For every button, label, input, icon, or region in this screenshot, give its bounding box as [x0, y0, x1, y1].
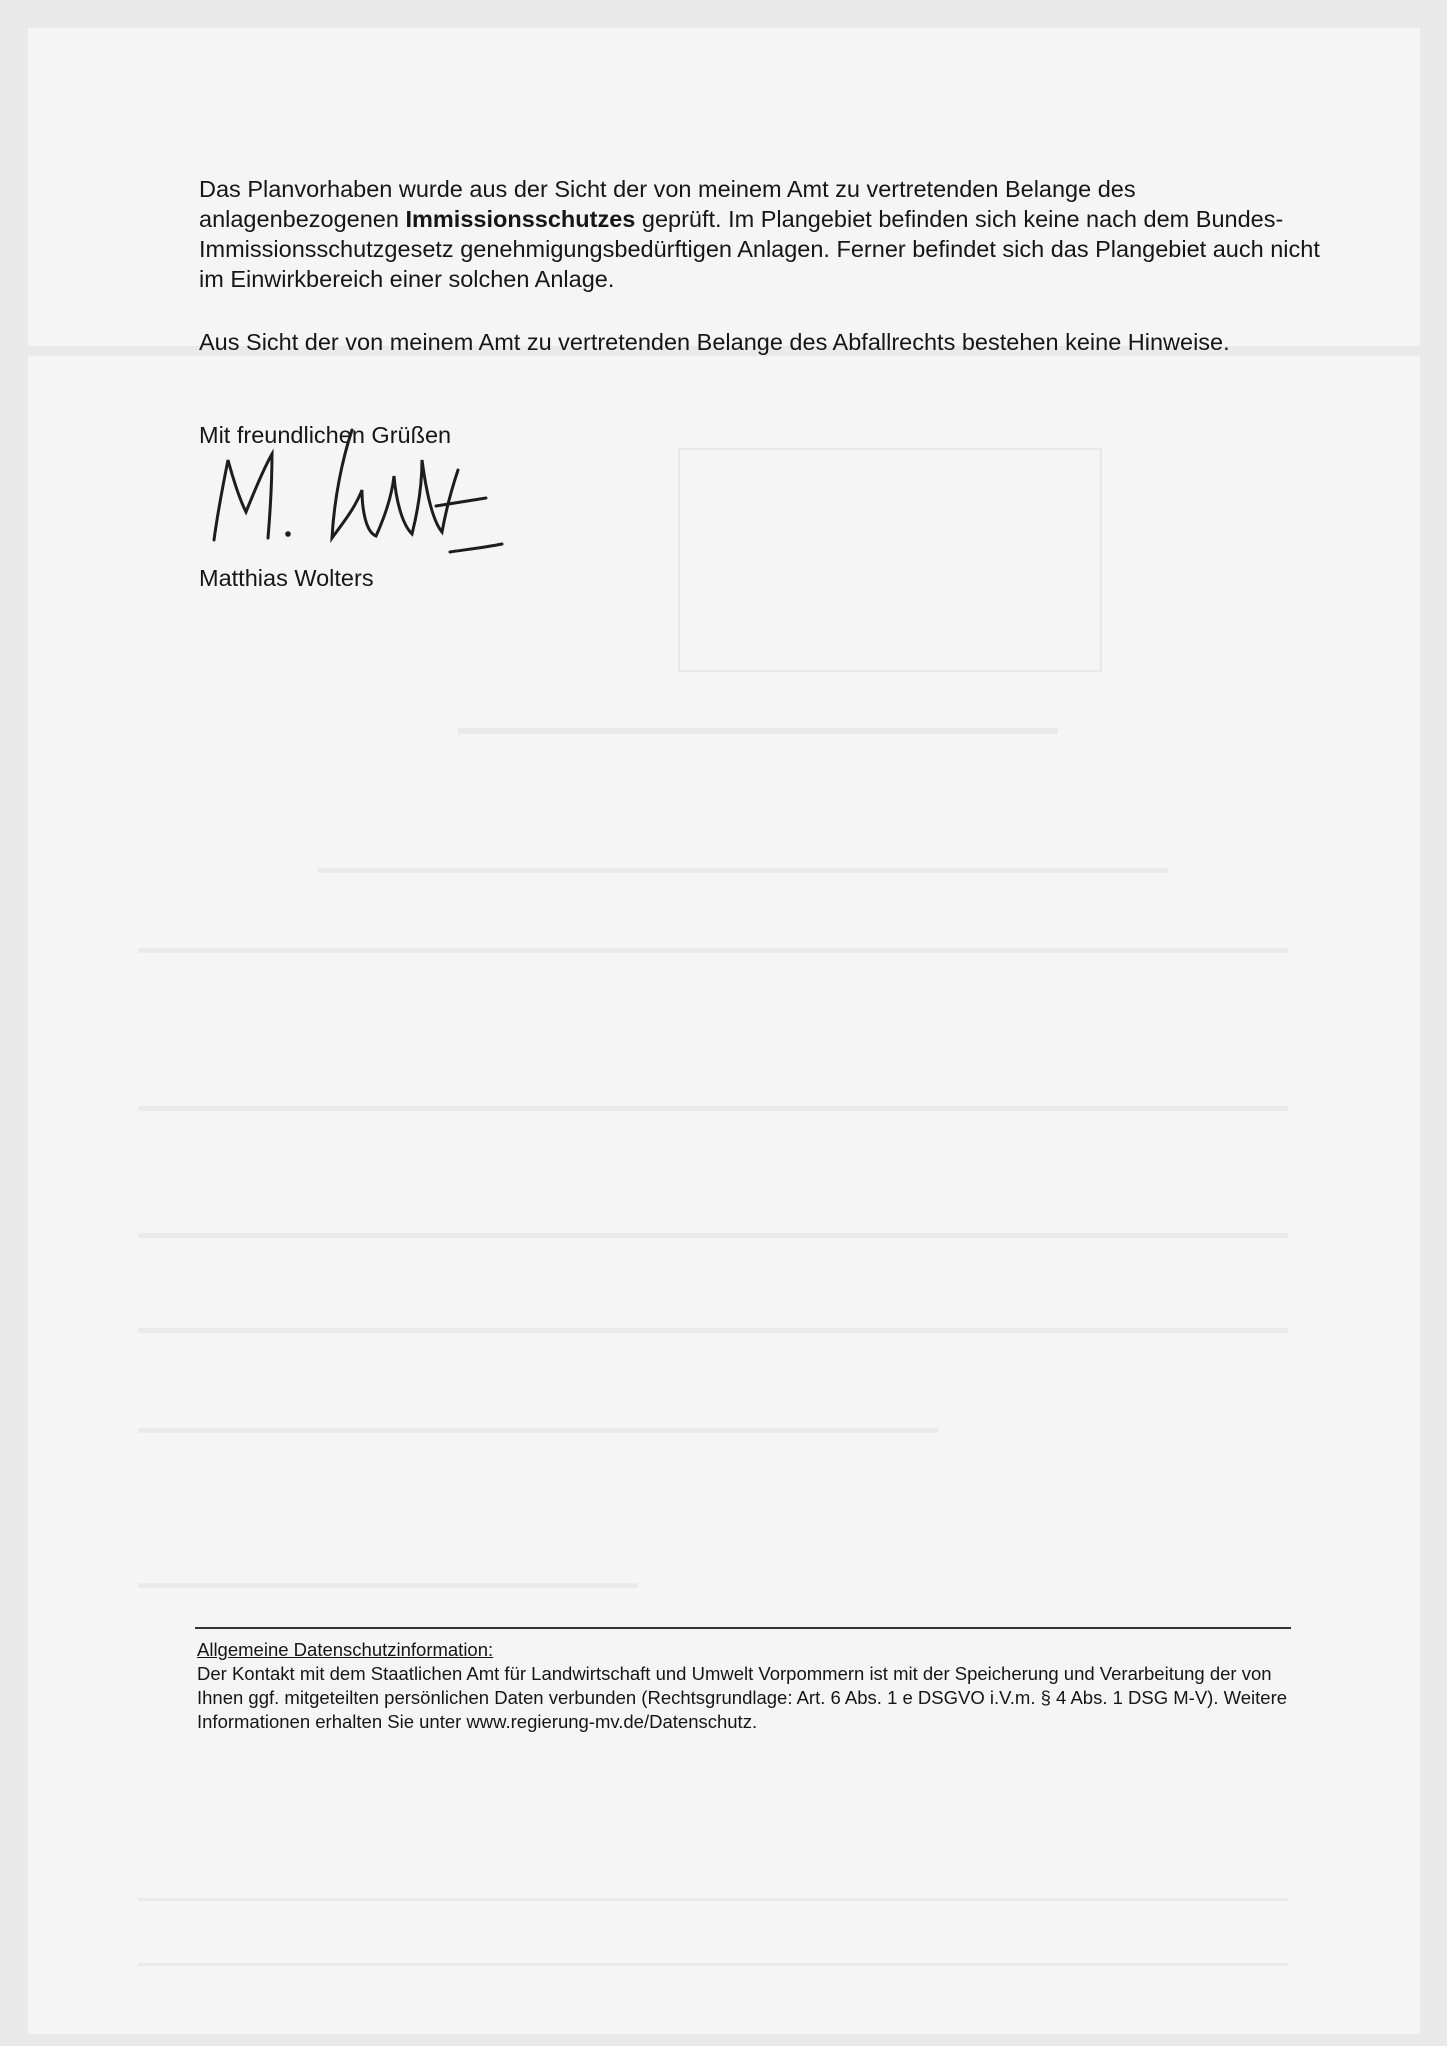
bleed-through-line — [138, 1898, 1288, 1901]
paragraph-text-end: geprüft. Im Plangebiet befinden sich keine nach dem Bundes-Immissionsschutzgesetz genehmigungsbedürftigen Anlagen. Ferner befindet sich das Plangebiet auch nicht im Einwirkbereich einer solchen Anlage. — [199, 206, 1320, 292]
bleed-through-line — [138, 948, 1288, 953]
letter-page — [28, 28, 1420, 2034]
bleed-through-line — [458, 728, 1058, 734]
closing-greeting: Mit freundlichen Grüßen — [199, 422, 452, 448]
bleed-through-line — [138, 1328, 1288, 1333]
paragraph-abfallrecht: Aus Sicht der von meinem Amt zu vertretenden Belange des Abfallrechts bestehen keine Hinweise. — [199, 329, 1230, 355]
bleed-through-line — [138, 1106, 1288, 1111]
privacy-title: Allgemeine Datenschutzinformation: — [197, 1639, 494, 1660]
bleed-through-line — [138, 1583, 638, 1588]
handwritten-signature — [206, 420, 506, 570]
privacy-text: Der Kontakt mit dem Staatlichen Amt für Landwirtschaft und Umwelt Vorpommern ist mit der Speicherung und Verarbeitung der von Ihnen ggf. mitgeteilten persönlichen Daten verbunden (Rechtsgrundlage: Art. 6 Abs. 1 e DSGVO i.V.m. § 4 Abs. 1 DSG M-V). Weitere Informationen erhalten Sie unter www.regierung-mv.de/Datenschutz. — [197, 1663, 1288, 1732]
bleed-through-box — [678, 448, 1102, 672]
signer-name: Matthias Wolters — [199, 565, 374, 591]
paragraph-text-start: Das Planvorhaben wurde aus der Sicht der von meinem Amt zu vertretenden Belange des anlagenbezogenen — [199, 176, 1136, 232]
bleed-through-line — [138, 1428, 938, 1433]
paragraph-immissionsschutz — [199, 174, 1339, 294]
bleed-through-line — [138, 1233, 1288, 1238]
privacy-notice — [197, 1638, 1307, 1734]
bleed-through-line — [138, 1963, 1288, 1966]
footer-divider — [195, 1627, 1291, 1629]
bleed-through-line — [318, 868, 1168, 873]
paragraph-emphasis: Immissionsschutzes — [405, 206, 636, 232]
